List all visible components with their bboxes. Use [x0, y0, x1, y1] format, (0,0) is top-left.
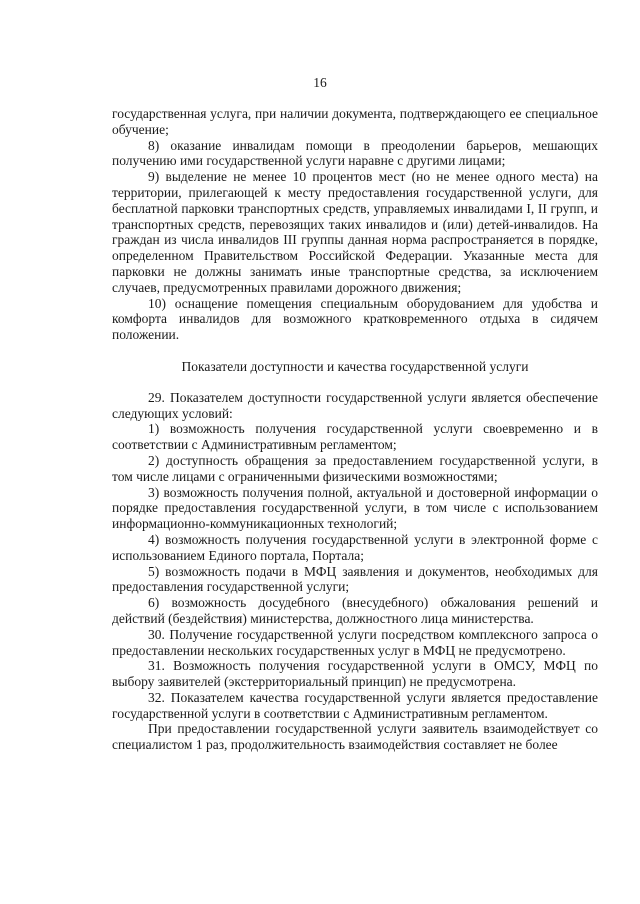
section-heading: Показатели доступности и качества государственной услуги: [181, 358, 529, 374]
paragraph-continuation: государственная услуга, при наличии документа, подтверждающего ее специальное обучение;: [112, 106, 598, 137]
page-number: 16: [313, 75, 327, 90]
paragraph-29-item-5: 5) возможность подачи в МФЦ заявления и документов, необходимых для предоставления государственной услуги;: [112, 563, 598, 595]
paragraph-29-item-3: 3) возможность получения полной, актуальной и достоверной информации о порядке предоставления государственной услуги, в том числе с использованием информационно-коммуникационных технологий;: [112, 484, 598, 532]
paragraph-29-item-2: 2) доступность обращения за предоставлением государственной услуги, в том числе лицами с ограниченными физическими возможностями;: [112, 452, 598, 484]
paragraph-item-10: 10) оснащение помещения специальным оборудованием для удобства и комфорта инвалидов для возможного кратковременного отдыха в сидячем положении.: [112, 295, 598, 343]
paragraph-item-8: 8) оказание инвалидам помощи в преодолении барьеров, мешающих получению ими государственной услуги наравне с другими лицами;: [112, 137, 598, 169]
paragraph-item-9: 9) выделение не менее 10 процентов мест (но не менее одного места) на территории, прилегающей к месту предоставления государственной услуги, для бесплатной парковки транспортных средств, управляемых инвалидами I, II групп, и транспортных средств, перевозящих таких инвалидов и (или) детей-инвалидов. На граждан из числа инвалидов III группы данная норма распространяется в порядке, определенном Правительством Российской Федерации. Указанные места для парковки не должны занимать иные транспортные средства, за исключением случаев, предусмотренных правилами дорожного движения;: [112, 169, 598, 295]
paragraph-29-item-6: 6) возможность досудебного (внесудебного) обжалования решений и действий (бездействия) министерства, должностного лица министерства.: [112, 595, 598, 626]
paragraph-29: 29. Показателем доступности государственной услуги является обеспечение следующих условий:: [112, 389, 598, 421]
paragraph-interaction: При предоставлении государственной услуги заявитель взаимодействует со специалистом 1 раз, продолжительность взаимодействия составляет не более: [112, 721, 598, 753]
document-body: [112, 106, 598, 753]
paragraph-30: 30. Получение государственной услуги посредством комплексного запроса о предоставлении нескольких государственных услуг в МФЦ не предусмотрено.: [112, 626, 598, 658]
paragraph-29-item-4: 4) возможность получения государственной услуги в электронной форме с использованием Единого портала, Портала;: [112, 531, 598, 563]
paragraph-31: 31. Возможность получения государственной услуги в ОМСУ, МФЦ по выбору заявителей (экстерриториальный принцип) не предусмотрена.: [112, 658, 598, 690]
paragraph-29-item-1: 1) возможность получения государственной услуги своевременно и в соответствии с Административным регламентом;: [112, 421, 598, 453]
paragraph-32: 32. Показателем качества государственной услуги является предоставление государственной услуги в соответствии с Административным регламентом.: [112, 689, 598, 721]
